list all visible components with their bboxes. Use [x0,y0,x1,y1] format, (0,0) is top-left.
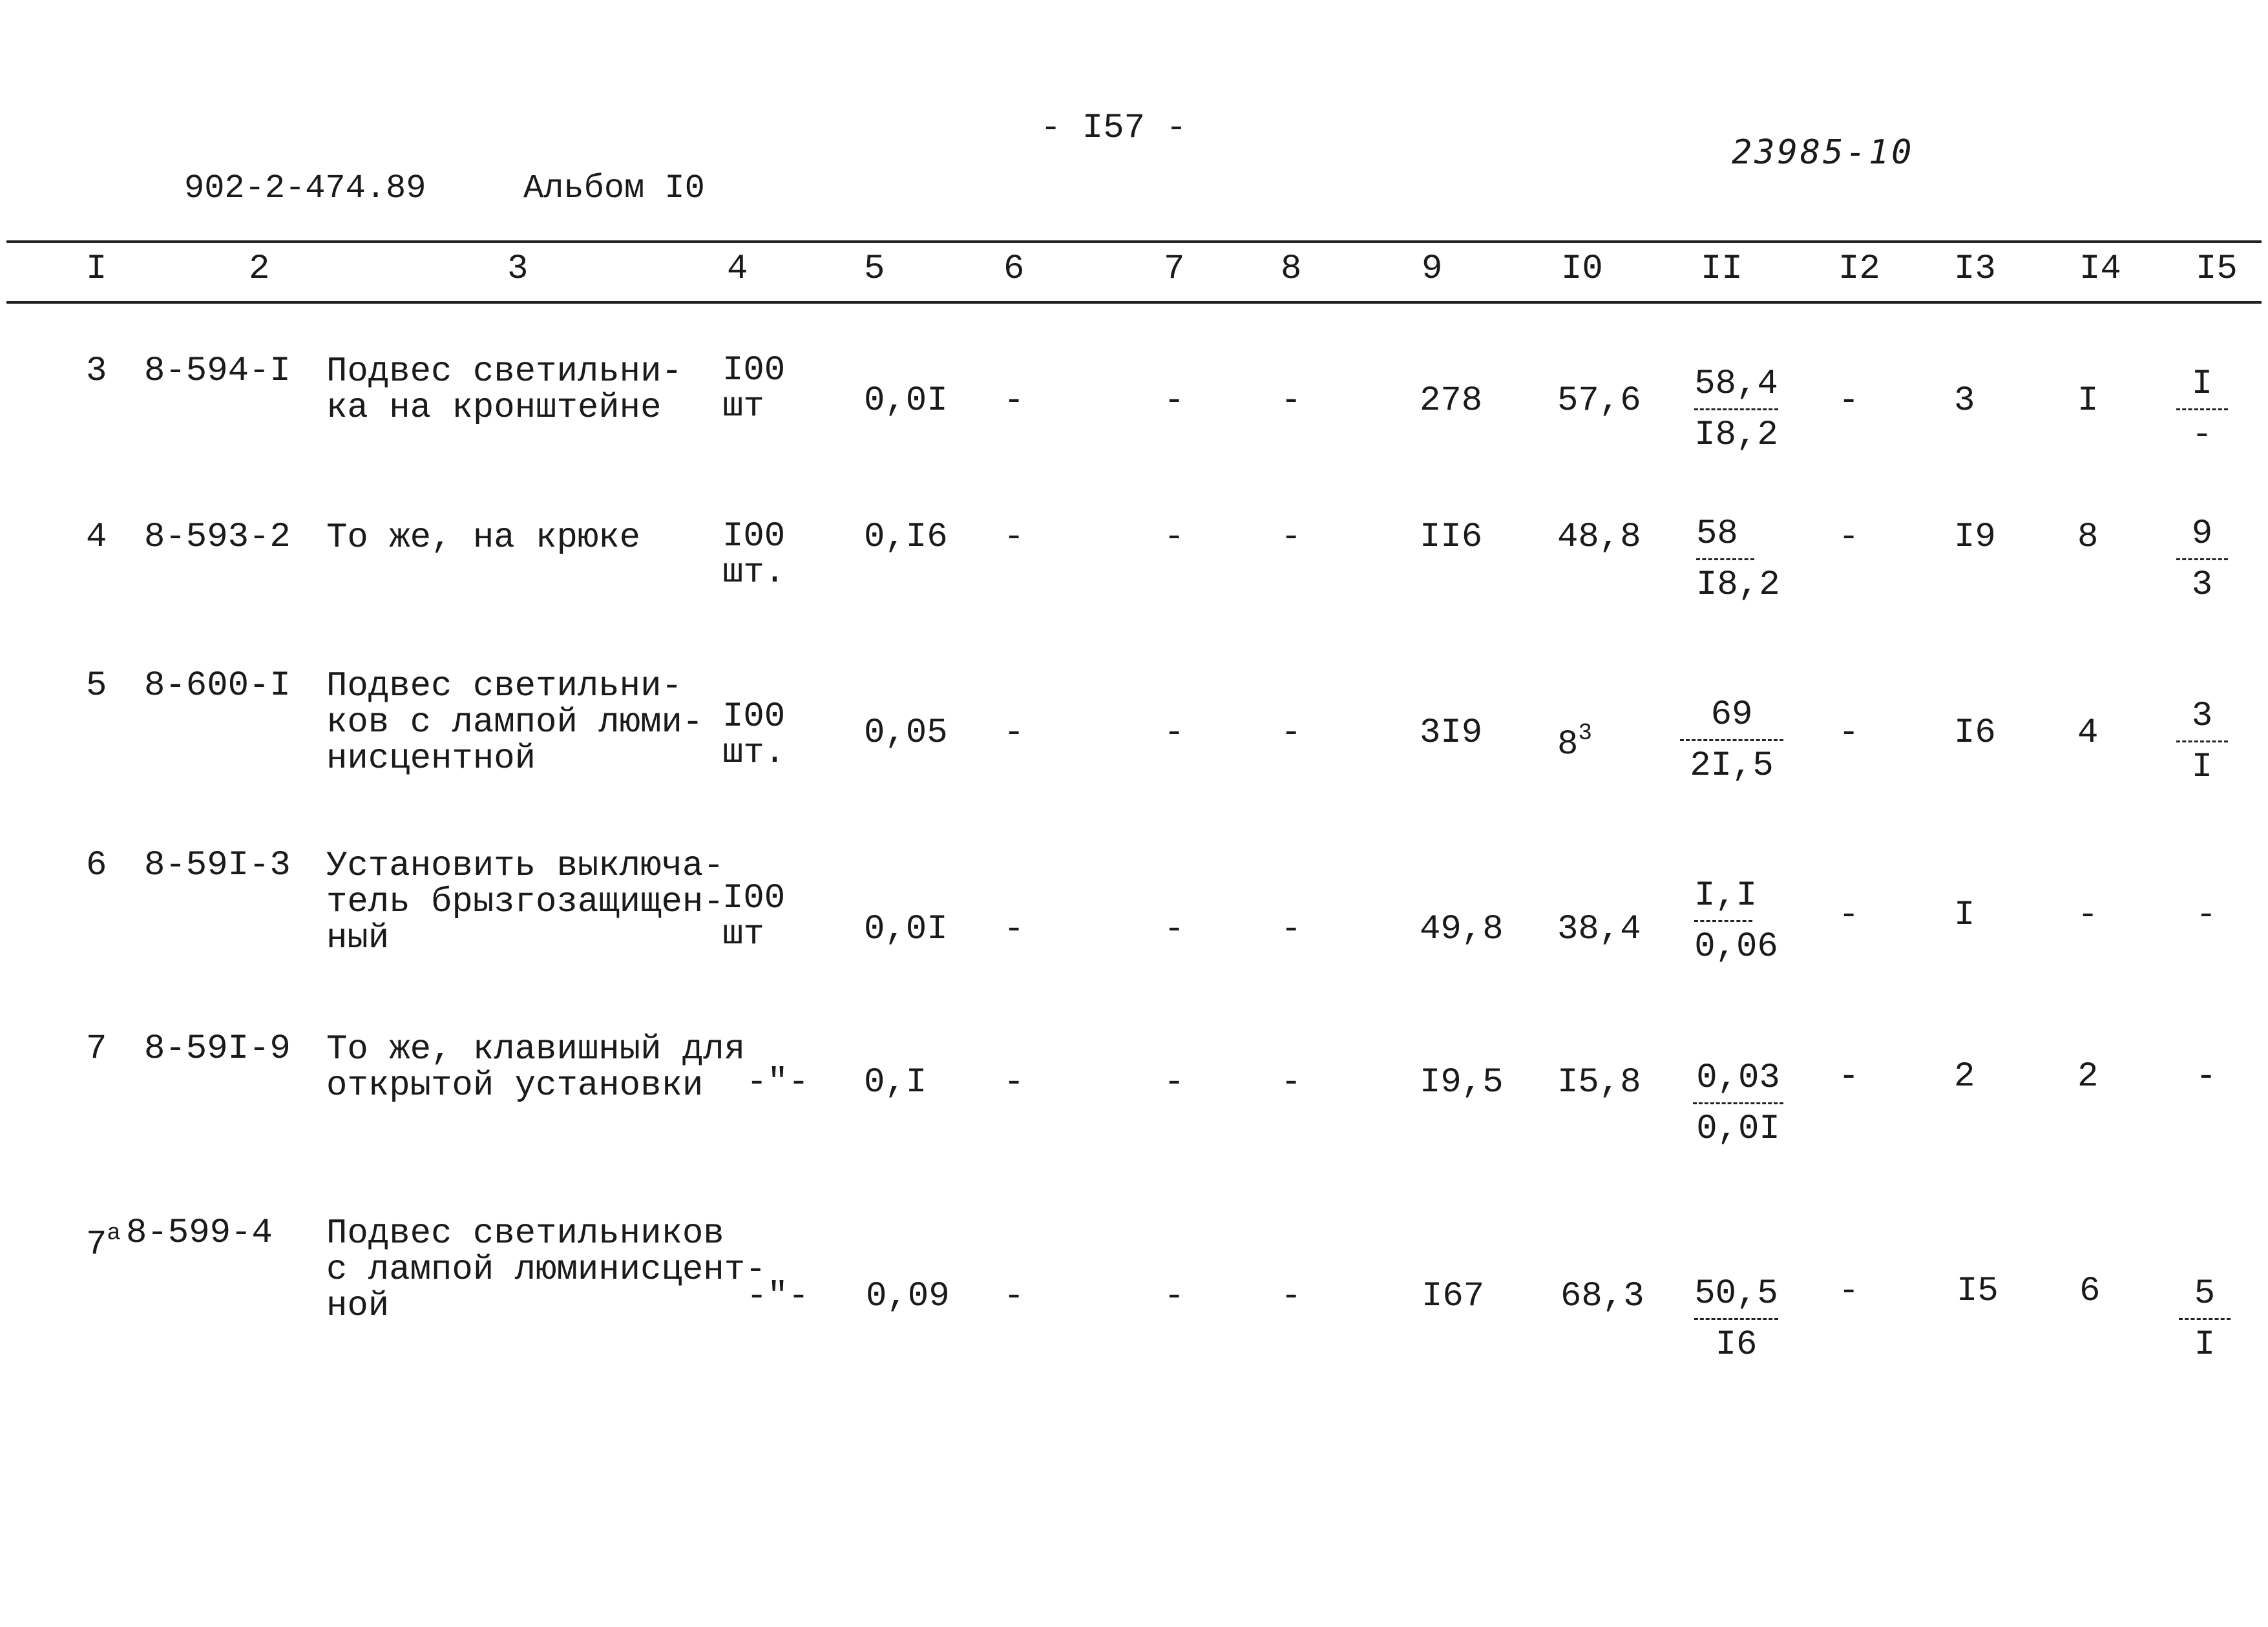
col15-fraction: $\frac{9}{3}$ [2176,517,2228,603]
col12-value: - [1838,518,1860,557]
col10-value: I5,8 [1557,1063,1641,1102]
col15-fraction: $\frac{3}{I}$ [2176,699,2228,785]
page-number: - I57 - [1040,109,1187,148]
col9-value: 3I9 [1420,713,1483,753]
row-number: 4 [86,518,107,557]
col11-fraction: $\frac{50,5}{I6}$ [1694,1274,1778,1365]
column-header: 7 [1164,249,1185,289]
table-header-rule [6,301,2262,304]
unit: I00 шт [722,351,786,426]
resource-code: 8-594-I [144,352,291,391]
col10-value: 57,6 [1557,381,1641,421]
resource-code: 8-59I-9 [144,1029,291,1069]
unit: I00 шт. [722,697,786,773]
col11-fraction: $\frac{I,I}{0,06}$ [1694,876,1778,967]
col11-fraction: $\frac{69}{2I,5}$ [1680,698,1783,784]
col14-value: - [2077,896,2099,935]
col14-value: 4 [2077,713,2099,753]
col6-value: - [1003,1063,1025,1102]
col11-fraction: $\frac{58}{I8,2}$ [1696,514,1780,605]
col15-fraction: I - [2176,367,2228,453]
unit: I00 шт [722,879,786,954]
col13-value: I5 [1957,1272,1999,1311]
col11-fraction: $\frac{0,03}{0,0I}$ [1693,1061,1783,1147]
row-number: 6 [86,846,107,885]
resource-code: 8-599-4 [126,1213,273,1253]
col8-value: - [1281,518,1302,557]
col9-value: I67 [1422,1277,1485,1316]
col13-value: 3 [1954,381,1975,421]
col10-value: 48,8 [1557,518,1641,557]
col7-value: - [1164,910,1185,949]
col9-value: 278 [1420,381,1483,421]
column-header: 3 [507,249,529,289]
column-header: I4 [2079,249,2121,289]
column-header: 5 [864,249,885,289]
column-header: 2 [249,249,270,289]
description: То же, клавишный для открытой установки [326,1030,746,1106]
col6-value: - [1003,1277,1025,1316]
description: Установить выключа- тель брызгозащищен- ный [326,846,724,958]
quantity: 0,0I [864,381,948,421]
col13-value: I6 [1954,713,1996,753]
resource-code: 8-59I-3 [144,846,291,885]
col14-value: I [2077,381,2099,421]
col7-value: - [1164,518,1185,557]
row-number: 7 [86,1029,107,1069]
col12-value: - [1838,1057,1860,1097]
col7-value: - [1164,713,1185,753]
col11-fraction: $\frac{58,4}{I8,2}$ [1694,364,1778,455]
col14-value: 6 [2079,1272,2101,1311]
col7-value: - [1164,1277,1185,1316]
description: Подвес светильни- ка на кронштейне [326,352,682,428]
column-header: II [1701,249,1743,289]
col15-value: - [2196,1057,2217,1097]
column-header: I5 [2196,249,2238,289]
col12-value: - [1838,713,1860,753]
col13-value: I9 [1954,518,1996,557]
quantity: 0,I6 [864,518,948,557]
col15-fraction: $\frac{5}{I}$ [2179,1277,2231,1363]
col13-value: I [1954,896,1975,935]
col14-value: 2 [2077,1057,2099,1097]
unit: -"- [746,1063,810,1102]
description: Подвес светильников с лампой люминисцент- ной [326,1214,766,1326]
col9-value: I9,5 [1420,1063,1504,1102]
unit: I00 шт. [722,517,786,593]
column-header: 8 [1281,249,1302,289]
col8-value: - [1281,1277,1302,1316]
column-header: I [86,249,107,289]
col7-value: - [1164,1063,1185,1102]
quantity: 0,I [864,1063,927,1102]
column-header: 6 [1003,249,1025,289]
unit: -"- [746,1277,810,1316]
description: Подвес светильни- ков с лампой люми- нисцентной [326,667,704,779]
quantity: 0,09 [866,1277,950,1316]
col14-value: 8 [2077,518,2099,557]
col8-value: - [1281,381,1302,421]
column-header: I2 [1838,249,1880,289]
col12-value: - [1838,381,1860,421]
col15-value: - [2196,896,2217,935]
table-top-rule [6,240,2262,243]
row-number: $7^а$ [86,1220,121,1265]
column-header: I0 [1561,249,1603,289]
col6-value: - [1003,910,1025,949]
col13-value: 2 [1954,1057,1975,1097]
column-header: I3 [1954,249,1996,289]
quantity: 0,05 [864,713,948,753]
column-header: 4 [727,249,748,289]
quantity: 0,0I [864,910,948,949]
col6-value: - [1003,713,1025,753]
col10-value: 38,4 [1557,910,1641,949]
row-number: 3 [86,352,107,391]
col6-value: - [1003,518,1025,557]
col6-value: - [1003,381,1025,421]
col10-value: $8^3$ [1557,720,1593,764]
column-header: 9 [1422,249,1443,289]
col8-value: - [1281,1063,1302,1102]
col10-value: 68,3 [1560,1277,1644,1316]
col12-value: - [1838,896,1860,935]
col12-value: - [1838,1272,1860,1311]
row-number: 5 [86,666,107,706]
col9-value: 49,8 [1420,910,1504,949]
description: То же, на крюке [326,518,641,558]
col7-value: - [1164,381,1185,421]
stamp-number: 23985-10 [1732,133,1915,172]
document-code: 902-2-474.89 [184,169,426,207]
col8-value: - [1281,910,1302,949]
col8-value: - [1281,713,1302,753]
resource-code: 8-600-I [144,666,291,706]
col9-value: II6 [1420,518,1483,557]
resource-code: 8-593-2 [144,518,291,557]
album-label: Альбом I0 [523,169,705,207]
